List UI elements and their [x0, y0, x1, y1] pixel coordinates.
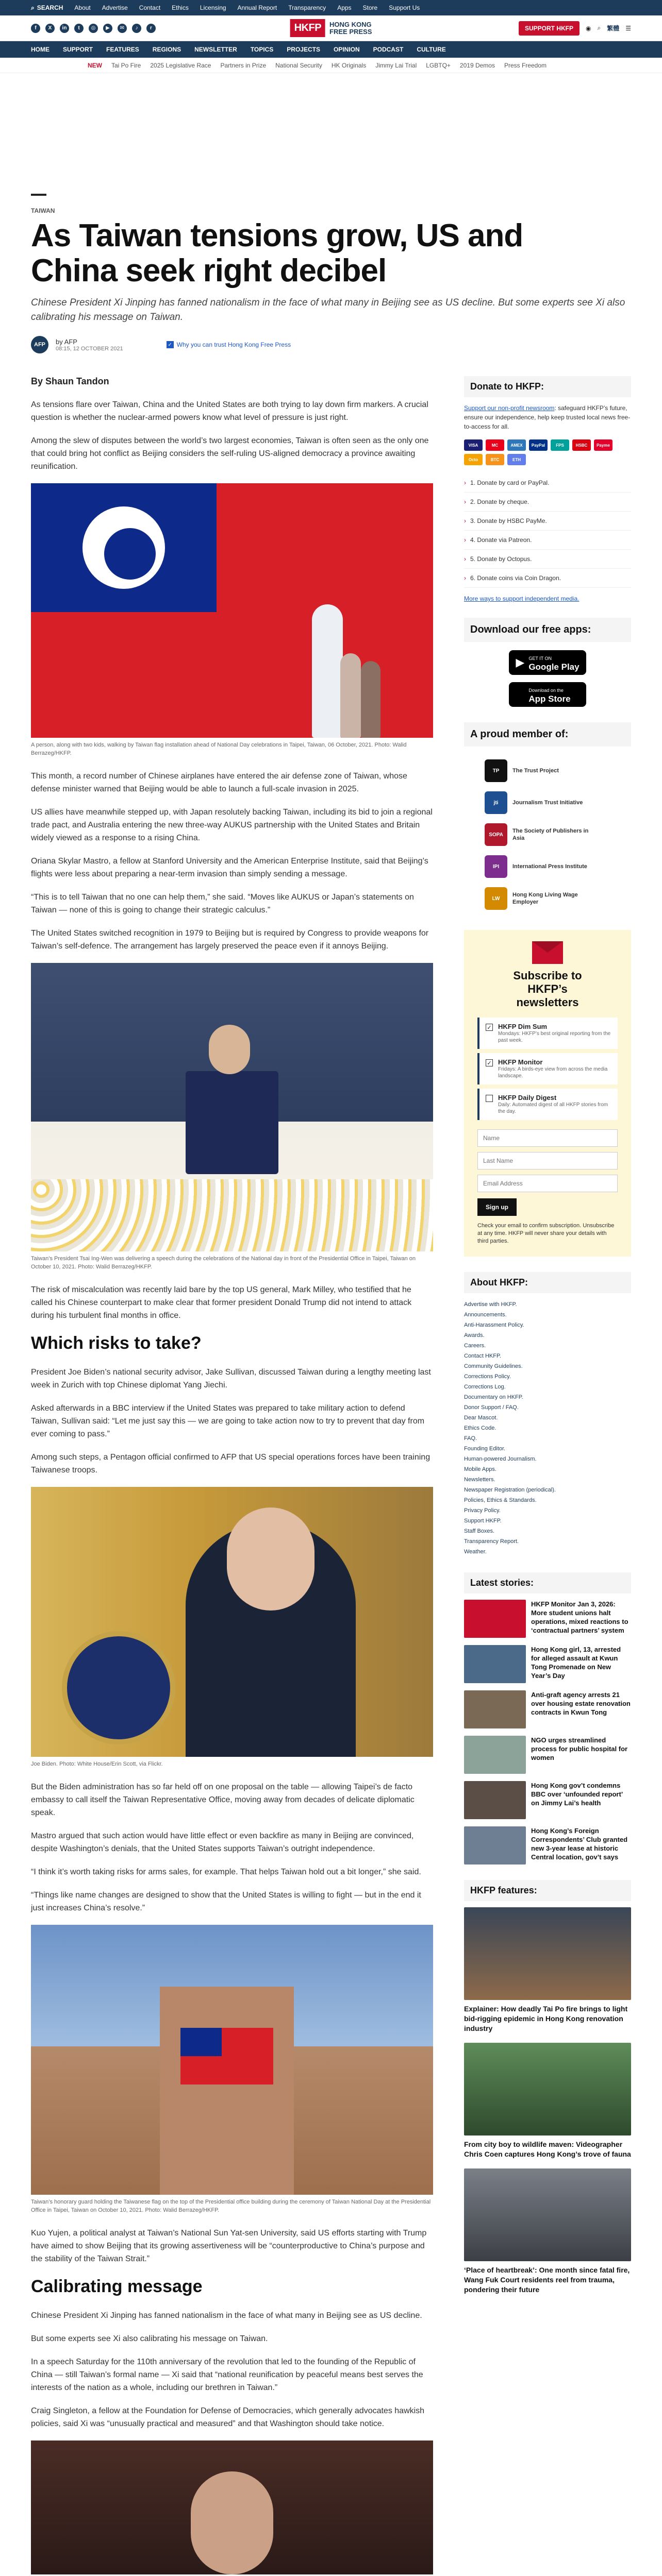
byline-meta [56, 338, 123, 352]
newsletter-option[interactable] [477, 1089, 618, 1120]
paragraph: US allies have meanwhile stepped up, with Japan resolutely backing Taiwan, including its bid to join a regional trade pact, and Australia entering the new three-way AUKUS partnership with the United States and Britain widely viewed as a response to a rising China. [31, 808, 433, 842]
email-icon[interactable]: ✉ [118, 24, 127, 33]
tiktok-icon[interactable]: ♪ [132, 24, 141, 33]
app-store-name: App Store [528, 693, 571, 704]
presidential-seal [62, 1631, 175, 1744]
tag-link[interactable]: Tai Po Fire [111, 61, 141, 69]
more-support-link[interactable]: More ways to support independent media. [464, 595, 580, 602]
podium [186, 1071, 278, 1174]
trust-icon: ✓ [167, 341, 174, 348]
envelope-icon [532, 941, 563, 964]
masthead-actions [519, 21, 631, 36]
child-figure [340, 653, 361, 738]
donate-options [464, 473, 631, 588]
about-link[interactable]: Support HKFP. [464, 1518, 502, 1524]
newsletter-title-line: newsletters [516, 996, 579, 1009]
story-thumbnail [464, 1736, 526, 1774]
apps-widget [464, 618, 631, 707]
checkbox[interactable]: ✓ [486, 1024, 493, 1031]
member-title: A proud member of: [464, 722, 631, 747]
google-play-top: GET IT ON [528, 655, 552, 661]
donate-widget [464, 376, 631, 602]
donate-option[interactable] [464, 493, 631, 512]
mastercard-icon: MC [486, 439, 504, 451]
photo-xi-jinping[interactable] [31, 2441, 433, 2574]
about-link[interactable]: Founding Editor. [464, 1446, 506, 1452]
article-category[interactable]: TAIWAN [31, 207, 55, 214]
page-layout [0, 376, 662, 2576]
figure-building [31, 1925, 433, 2214]
afp-avatar: AFP [31, 336, 48, 353]
trust-link-label: Why you can trust Hong Kong Free Press [176, 341, 291, 348]
paragraph: Oriana Skylar Mastro, a fellow at Stanford University and the American Enterprise Institute, said that Beijing’s flights were less about preparing a near-term invasion than simply sending a message. [31, 857, 428, 878]
trust-link[interactable] [167, 341, 291, 348]
ipi-logo: IPI [485, 855, 507, 878]
utility-link-ethics[interactable]: Ethics [172, 4, 189, 11]
youtube-icon[interactable]: ▶ [103, 24, 112, 33]
arrow-icon: › [464, 555, 466, 563]
app-store-top: Download on the [528, 687, 564, 693]
member-item[interactable] [464, 851, 631, 883]
app-store-text [528, 685, 570, 704]
figure-biden [31, 1487, 433, 1768]
member-item[interactable] [464, 787, 631, 819]
member-name: International Press Institute [512, 863, 587, 870]
logo-line-1: HONG KONG [329, 20, 372, 28]
story-item[interactable] [464, 1645, 631, 1683]
byline-row [31, 336, 631, 353]
building-tower [160, 1987, 294, 2195]
taiwan-flag [180, 2028, 273, 2084]
paragraph: President Joe Biden’s national security advisor, Jake Sullivan, discussed Taiwan during a lengthy meeting last week in Zurich with top Chinese diplomat Yang Jiechi. [31, 1368, 431, 1389]
donate-option[interactable] [464, 569, 631, 588]
paragraph: The United States switched recognition in 1979 to Beijing but is required by Congress to provide weapons for Taiwan’s self-defence. The arrangement has largely preserved the peace even if it annoys Beijing. [31, 929, 429, 951]
tag-link[interactable]: Press Freedom [504, 61, 547, 69]
tag-link[interactable]: Jimmy Lai Trial [375, 61, 417, 69]
article-title: As Taiwan tensions grow, US and China seek right decibel [31, 218, 523, 289]
article-author: By Shaun Tandon [31, 376, 109, 386]
story-item[interactable] [464, 1781, 631, 1819]
arrow-icon: › [464, 574, 466, 582]
about-link[interactable]: Newsletters. [464, 1477, 495, 1483]
utility-search-link[interactable] [31, 4, 63, 12]
masthead [0, 15, 662, 41]
utility-bar [0, 0, 662, 15]
nav-podcast[interactable]: PODCAST [373, 46, 404, 53]
figure-flag [31, 483, 433, 757]
paragraph: This month, a record number of Chinese airplanes have entered the air defense zone of Taiwan, whose defense minister warned that Beijing would be able to launch a full-scale invasion in 2025. [31, 772, 407, 793]
face-figure [227, 1507, 315, 1611]
app-store-button[interactable] [509, 682, 586, 707]
figure-caption: Taiwan’s honorary guard holding the Taiwanese flag on the top of the Presidential office building during the ceremony of Taiwan National Day at the Presidential Office in Taipei, Taiwan on October 10, 2021. Photo: Walid Berrazeg/HKFP. [31, 2199, 431, 2213]
paragraph: Mastro argued that such action would have little effect or even backfire as many in Beijing are convinced, despite Washington’s denials, that the United States supports Taiwan’s outright independence. [31, 1832, 414, 1853]
flower-arrangement [31, 1179, 433, 1251]
feature-headline: ‘Place of heartbreak’: One month since fatal fire, Wang Fuk Court residents reel from trauma, pondering their future [464, 2266, 630, 2294]
story-item[interactable] [464, 1736, 631, 1774]
nav-support[interactable]: SUPPORT [63, 46, 93, 53]
about-link[interactable]: Transparency Report. [464, 1538, 519, 1545]
feature-headline: From city boy to wildlife maven: Videographer Chris Coen captures Hong Kong’s trove of fauna [464, 2140, 631, 2158]
arrow-icon: › [464, 536, 466, 544]
newsletter-option-text [498, 1058, 611, 1079]
about-link[interactable]: Dear Mascot. [464, 1415, 498, 1421]
paragraph: “Things like name changes are designed to show that the United States is willing to fight — but in the end it just increases China’s resolve.” [31, 1891, 421, 1912]
donate-option[interactable] [464, 550, 631, 569]
about-link[interactable]: Policies, Ethics & Standards. [464, 1497, 537, 1503]
about-link[interactable]: Staff Boxes. [464, 1528, 495, 1534]
member-item[interactable] [464, 755, 631, 787]
bitcoin-icon: BTC [486, 454, 504, 465]
utility-link-transparency[interactable]: Transparency [288, 4, 326, 11]
about-link[interactable]: Donor Support / FAQ. [464, 1404, 519, 1411]
about-link[interactable]: Contact HKFP. [464, 1353, 501, 1359]
living-wage-logo: LW [485, 887, 507, 910]
checkbox[interactable] [486, 1095, 493, 1102]
story-headline: Anti-graft agency arrests 21 over housing estate renovation contracts in Kwun Tong [531, 1691, 631, 1716]
about-link[interactable]: Announcements. [464, 1312, 507, 1318]
newsletter-desc: Daily: Automated digest of all HKFP stories from the day. [498, 1102, 608, 1114]
flag-sun [82, 506, 165, 589]
photo-joe-biden[interactable] [31, 1487, 433, 1757]
google-play-text [528, 653, 579, 672]
newsletter-name: HKFP Daily Digest [498, 1094, 557, 1101]
donate-option[interactable] [464, 512, 631, 531]
paragraph: The risk of miscalculation was recently laid bare by the top US general, Mark Milley, who testified that he called his Chinese counterpart to make clear that former president Donald Trump did not intend to attack during his turbulent final months in office. [31, 1285, 412, 1320]
arrow-icon: › [464, 498, 466, 505]
person-figure [312, 604, 343, 738]
feature-image [464, 2043, 631, 2136]
about-link[interactable]: Anti-Harassment Policy. [464, 1322, 524, 1328]
features-widget [464, 1880, 631, 2295]
tag-link[interactable]: HK Originals [331, 61, 367, 69]
paragraph: But some experts see Xi also calibrating his message on Taiwan. [31, 2334, 268, 2343]
tag-link[interactable]: LGBTQ+ [426, 61, 451, 69]
newsletter-desc: Fridays: A birds-eye view from across the media landscape. [498, 1066, 608, 1079]
figure-tsai [31, 963, 433, 1271]
ethereum-icon: ETH [507, 454, 526, 465]
support-hkfp-button[interactable]: SUPPORT HKFP [519, 21, 580, 36]
donate-title: Donate to HKFP: [464, 376, 631, 397]
utility-search-label: SEARCH [37, 4, 63, 11]
about-link[interactable]: Weather. [464, 1549, 487, 1555]
amex-icon: AMEX [507, 439, 526, 451]
story-thumbnail [464, 1600, 526, 1638]
about-links [464, 1299, 631, 1557]
story-headline: NGO urges streamlined process for public hospital for women [531, 1736, 628, 1761]
newsletter-name: HKFP Monitor [498, 1058, 543, 1066]
new-badge: NEW [88, 61, 102, 69]
paragraph: In a speech Saturday for the 110th anniversary of the revolution that led to the founding of the Republic of China — still Taiwan’s formal name — Xi said that “national reunification by peaceful means best serves the interests of the nation as a whole, including our brethren in Taiwan.” [31, 2358, 423, 2392]
menu-icon[interactable]: ☰ [625, 24, 631, 32]
apps-title: Download our free apps: [464, 618, 631, 642]
donate-option-label: 2. Donate by cheque. [470, 498, 529, 505]
paypal-icon: PayPal [529, 439, 548, 451]
photo-presidential-office[interactable] [31, 1925, 433, 2195]
newsletter-title-line: Subscribe to [513, 969, 582, 982]
logo-line-2: FREE PRESS [329, 27, 372, 36]
member-item[interactable] [464, 819, 631, 851]
paragraph: Craig Singleton, a fellow at the Foundation for Defense of Democracies, which generally advocates hawkish policies, said Xi was “unusually practical and measured” and that Washington should take notice. [31, 2406, 425, 2428]
paragraph: Among the slew of disputes between the world’s two largest economies, Taiwan is often seen as the only one that could bring hot conflict as Beijing considers the self-ruling US-aligned democracy a province awaiting reunification. [31, 436, 429, 471]
trending-tags [0, 58, 662, 73]
newsletter-title-line: HKFP’s [527, 982, 568, 995]
newsletter-note: Check your email to confirm subscription. Unsubscribe at any time. HKFP will never share your details with third parties. [477, 1223, 615, 1244]
main-nav [0, 41, 662, 58]
member-widget [464, 722, 631, 914]
search-icon[interactable]: ⌕ [597, 24, 601, 31]
utility-link-licensing[interactable]: Licensing [200, 4, 226, 11]
figure-xi [31, 2441, 433, 2574]
photo-tsai-speech[interactable] [31, 963, 433, 1251]
nav-newsletter[interactable]: NEWSLETTER [194, 46, 237, 53]
donate-option[interactable] [464, 531, 631, 550]
about-link[interactable]: FAQ. [464, 1435, 477, 1442]
article-header [0, 194, 662, 353]
trust-project-logo: TP [485, 759, 507, 782]
about-link[interactable]: Documentary on HKFP. [464, 1394, 523, 1400]
donate-option-label: 6. Donate coins via Coin Dragon. [470, 574, 561, 582]
story-thumbnail [464, 1645, 526, 1683]
feature-image [464, 2168, 631, 2261]
nav-features[interactable]: FEATURES [106, 46, 139, 53]
about-link[interactable]: Ethics Code. [464, 1425, 496, 1431]
story-item[interactable] [464, 1690, 631, 1728]
photo-taiwan-flag[interactable] [31, 483, 433, 738]
google-play-name: Google Play [528, 662, 580, 672]
member-name: The Trust Project [512, 768, 559, 774]
person-icon[interactable]: ◉ [586, 24, 591, 32]
jti-logo: jti [485, 791, 507, 814]
story-headline: HKFP Monitor Jan 3, 2026: More student unions halt operations, mixed reactions to ‘contractual partners’ system [531, 1600, 628, 1634]
email-field[interactable] [477, 1175, 618, 1192]
figure-caption: A person, along with two kids, walking by Taiwan flag installation ahead of National Day celebrations in Taipei, Taiwan, 06 October, 2021. Photo: Walid Berrazeg/HKFP. [31, 742, 407, 756]
donate-link[interactable]: Support our non-profit newsroom [464, 404, 555, 412]
language-switch[interactable]: 繁體 [607, 25, 620, 32]
section-heading: Calibrating message [31, 2277, 203, 2296]
newsletter-name: HKFP Dim Sum [498, 1023, 548, 1030]
last-name-field[interactable] [477, 1152, 618, 1170]
feature-image [464, 1907, 631, 2000]
header-rule [31, 194, 46, 196]
newsletter-widget [464, 930, 631, 1257]
paragraph: “I think it’s worth taking risks for arms sales, for example. That helps Taiwan hold out a bit longer,” she said. [31, 1868, 421, 1876]
newsletter-option[interactable] [477, 1053, 618, 1084]
sidebar [464, 376, 631, 2576]
about-link[interactable]: Newspaper Registration (periodical). [464, 1487, 556, 1493]
utility-link-about[interactable]: About [74, 4, 91, 11]
paragraph: Among such steps, a Pentagon official confirmed to AFP that US special operations forces have been training Taiwanese troops. [31, 1453, 431, 1475]
x-twitter-icon[interactable]: X [45, 24, 55, 33]
section-heading: Which risks to take? [31, 1333, 202, 1353]
utility-link-annual-report[interactable]: Annual Report [237, 4, 277, 11]
feature-item[interactable] [464, 1907, 631, 2033]
speaker-head [209, 1025, 250, 1074]
fps-icon: FPS [551, 439, 569, 451]
utility-link-apps[interactable]: Apps [337, 4, 352, 11]
story-item[interactable] [464, 1826, 631, 1865]
utility-link-store[interactable]: Store [362, 4, 378, 11]
paragraph: “This is to tell Taiwan that no one can help them,” she said. “Moves like AUKUS or Japan’s statements on Taiwan — none of this is going to change their strategic calculus.” [31, 893, 414, 914]
paragraph: But the Biden administration has so far held off on one proposal on the table — allowing Taipei’s de facto embassy to call itself the Taiwan Representative Office, moving away from decades of delicate diplomatic speak. [31, 1783, 415, 1817]
member-name: Hong Kong Living Wage Employer [512, 892, 578, 905]
name-field[interactable] [477, 1129, 618, 1147]
article-subtitle: Chinese President Xi Jinping has fanned nationalism in the face of what many in Beijing see as US decline. But some experts see Xi also calibrating his message on Taiwan. [31, 297, 625, 323]
visa-icon: VISA [464, 439, 483, 451]
face-figure [191, 2471, 273, 2574]
story-thumbnail [464, 1781, 526, 1819]
newsletter-option-text [498, 1023, 611, 1044]
donate-option-label: 3. Donate by HSBC PayMe. [470, 517, 547, 524]
donate-text [464, 403, 631, 431]
about-link[interactable]: Community Guidelines. [464, 1363, 523, 1369]
payment-logos [464, 439, 631, 465]
newsletter-title [477, 969, 618, 1009]
logo-wordmark [329, 21, 372, 36]
story-headline: Hong Kong girl, 13, arrested for alleged assault at Kwun Tong Promenade on New Year’s Day [531, 1646, 621, 1680]
tag-link[interactable]: 2019 Demos [459, 61, 495, 69]
story-headline: Hong Kong’s Foreign Correspondents’ Club granted new 3-year lease at historic Central location, gov’t says [531, 1827, 628, 1861]
payme-icon: Payme [594, 439, 613, 451]
about-link[interactable]: Corrections Policy. [464, 1374, 511, 1380]
about-link[interactable]: Awards. [464, 1332, 485, 1338]
utility-link-support[interactable]: Support Us [389, 4, 420, 11]
feature-item[interactable] [464, 2043, 631, 2159]
article-body [31, 376, 433, 2576]
about-link[interactable]: Privacy Policy. [464, 1507, 501, 1514]
paragraph: Asked afterwards in a BBC interview if the United States was prepared to take military action to defend Taiwan, Sullivan said: “Let me just say this — we are going to take action now to try to prevent that day from ever coming to pass.” [31, 1404, 425, 1438]
feature-item[interactable] [464, 2168, 631, 2295]
figure-caption: Joe Biden. Photo: White House/Erin Scott, via Flickr. [31, 1761, 163, 1767]
donate-option-label: 5. Donate by Octopus. [470, 555, 532, 563]
story-thumbnail [464, 1690, 526, 1728]
story-headline: Hong Kong gov’t condemns BBC over ‘unfounded report’ on Jimmy Lai’s health [531, 1782, 623, 1807]
facebook-icon[interactable]: f [31, 24, 40, 33]
tag-link[interactable]: 2025 Legislative Race [150, 61, 211, 69]
rss-icon[interactable]: r [146, 24, 156, 33]
latest-title: Latest stories: [464, 1572, 631, 1594]
member-list [464, 755, 631, 914]
features-title: HKFP features: [464, 1880, 631, 1901]
story-thumbnail [464, 1826, 526, 1865]
about-widget [464, 1272, 631, 1557]
signup-button[interactable]: Sign up [477, 1198, 517, 1216]
nav-home[interactable]: HOME [31, 46, 49, 53]
about-link[interactable]: Advertise with HKFP. [464, 1301, 517, 1308]
tag-link[interactable]: National Security [275, 61, 322, 69]
telegram-icon[interactable]: t [74, 24, 84, 33]
site-logo[interactable] [290, 19, 372, 37]
nav-topics[interactable]: TOPICS [250, 46, 274, 53]
paragraph: Chinese President Xi Jinping has fanned nationalism in the face of what many in Beijing see as US decline. [31, 2311, 422, 2320]
nav-regions[interactable]: REGIONS [152, 46, 181, 53]
arrow-icon: › [464, 517, 466, 524]
utility-link-contact[interactable]: Contact [139, 4, 161, 11]
instagram-icon[interactable]: ◎ [89, 24, 98, 33]
about-link[interactable]: Careers. [464, 1343, 486, 1349]
linkedin-icon[interactable]: in [60, 24, 69, 33]
feature-headline: Explainer: How deadly Tai Po fire brings to light bid-rigging epidemic in Hong Kong renovation industry [464, 2005, 628, 2032]
about-link[interactable]: Mobile Apps. [464, 1466, 496, 1472]
google-play-button[interactable] [509, 650, 586, 675]
google-play-icon: ▶ [516, 656, 525, 669]
newsletter-option[interactable] [477, 1018, 618, 1049]
hsbc-icon: HSBC [572, 439, 591, 451]
donate-option-label: 1. Donate by card or PayPal. [470, 479, 550, 486]
latest-stories-widget [464, 1572, 631, 1865]
publish-date: 08:15, 12 OCTOBER 2021 [56, 345, 123, 352]
social-links [31, 24, 156, 33]
nav-opinion[interactable]: OPINION [333, 46, 360, 53]
nav-culture[interactable]: CULTURE [417, 46, 446, 53]
search-icon: ⌕ [31, 4, 35, 11]
logo-box: HKFP [290, 19, 325, 37]
tag-link[interactable]: Partners in Prize [220, 61, 267, 69]
child-figure [361, 661, 380, 738]
donate-option[interactable] [464, 473, 631, 493]
paragraph: As tensions flare over Taiwan, China and the United States are both trying to lay down firm markers. A crucial question is whether the nuclear-armed powers know what level of pressure is just right. [31, 400, 428, 422]
arrow-icon: › [464, 479, 466, 486]
checkbox[interactable]: ✓ [486, 1059, 493, 1066]
newsletter-option-text [498, 1094, 611, 1115]
about-link[interactable]: Corrections Log. [464, 1384, 506, 1390]
donate-description: : safeguard HKFP’s future, ensure our independence, help keep trusted local news free-to-access for all. [464, 404, 631, 430]
newsletter-desc: Mondays: HKFP’s best original reporting from the past week. [498, 1031, 611, 1043]
nav-projects[interactable]: PROJECTS [287, 46, 320, 53]
paragraph: Kuo Yujen, a political analyst at Taiwan’s National Sun Yat-sen University, said US efforts starting with Trump have aimed to show Beijing that its growing assertiveness will be “counterproductive to China’s purpose and the stability of the Taiwan Strait.” [31, 2229, 427, 2263]
byline[interactable]: by AFP [56, 337, 77, 346]
member-name: The Society of Publishers in Asia [512, 828, 589, 841]
sopa-logo: SOPA [485, 823, 507, 846]
member-item[interactable] [464, 883, 631, 914]
figure-caption: Taiwan’s President Tsai Ing-Wen was delivering a speech during the celebrations of the National day in front of the Presidential Office in Taipei, Taiwan on October 10, 2021. Photo: Walid Berrazeg/HKFP. [31, 1256, 416, 1270]
member-name: Journalism Trust Initiative [512, 800, 583, 806]
about-link[interactable]: Human-powered Journalism. [464, 1456, 537, 1462]
octopus-icon: Octo [464, 454, 483, 465]
story-item[interactable] [464, 1600, 631, 1638]
about-title: About HKFP: [464, 1272, 631, 1293]
utility-link-advertise[interactable]: Advertise [102, 4, 128, 11]
donate-option-label: 4. Donate via Patreon. [470, 536, 532, 544]
